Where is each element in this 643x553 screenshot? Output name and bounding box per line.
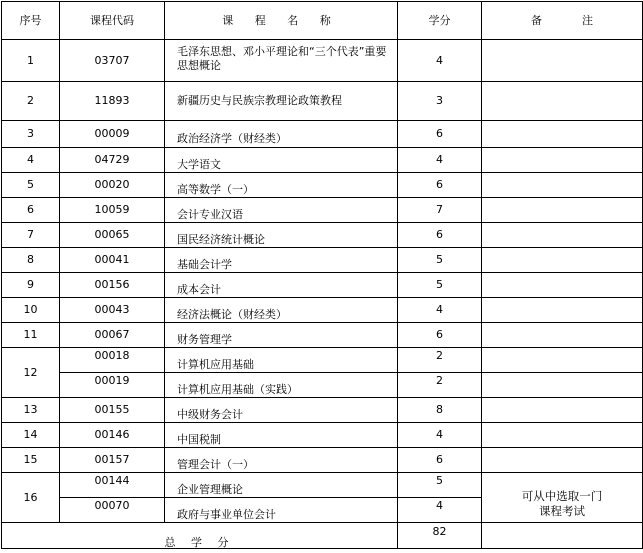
- row-code: 00020: [60, 173, 165, 198]
- header-row: [2, 2, 643, 40]
- row-no: 2: [2, 82, 60, 121]
- row-name-text: 政治经济学（财经类）: [177, 132, 287, 145]
- row-name: [165, 223, 398, 248]
- row-credit: 4: [398, 298, 482, 323]
- row-credit-text: 2: [436, 349, 443, 362]
- row-name: [165, 423, 398, 448]
- table-row: [2, 148, 643, 173]
- table-row: [2, 273, 643, 298]
- row-credit: 5: [398, 273, 482, 298]
- header-code: 课程代码: [60, 2, 165, 40]
- row-remark: [482, 348, 643, 373]
- row-no: 4: [2, 148, 60, 173]
- row-no: 15: [2, 448, 60, 473]
- row-name-text: 大学语文: [177, 158, 221, 171]
- row-no: 9: [2, 273, 60, 298]
- row-credit-text: 4: [436, 499, 443, 512]
- row-name-text: 成本会计: [177, 283, 221, 296]
- row-no: 5: [2, 173, 60, 198]
- row-remark: [482, 148, 643, 173]
- header-name: 课 程 名 称: [165, 2, 398, 40]
- row-code: [60, 348, 165, 373]
- row-code: 03707: [60, 40, 165, 82]
- table-row: [2, 248, 643, 273]
- row-name: [165, 448, 398, 473]
- total-remark: [482, 523, 643, 549]
- row-name-text: 计算机应用基础（实践）: [177, 383, 298, 396]
- row-name-text: 国民经济统计概论: [177, 233, 265, 246]
- row-name: [165, 198, 398, 223]
- row-no: 14: [2, 423, 60, 448]
- row-remark: [482, 448, 643, 473]
- row-name-text: 会计专业汉语: [177, 208, 243, 221]
- row-name: 新疆历史与民族宗教理论政策教程: [165, 82, 398, 121]
- total-credit: [398, 523, 482, 549]
- row-name-text: 中国税制: [177, 433, 221, 446]
- row-code: 00155: [60, 398, 165, 423]
- header-remark-b: 注: [582, 13, 593, 27]
- row-credit: [398, 498, 482, 523]
- row-credit: 4: [398, 423, 482, 448]
- row-credit-text: 2: [436, 374, 443, 387]
- row-remark: [482, 273, 643, 298]
- row-name: [165, 323, 398, 348]
- row-credit: 6: [398, 223, 482, 248]
- row-code-text: 00018: [94, 349, 130, 362]
- row-name: [165, 148, 398, 173]
- table-row: [2, 398, 643, 423]
- row-no: 12: [2, 348, 60, 398]
- row-credit: 3: [398, 82, 482, 121]
- table-row: [2, 121, 643, 148]
- total-credit-text: 82: [432, 524, 447, 538]
- elective-note: 可从中选取一门课程考试: [521, 488, 603, 518]
- table-row: [2, 40, 643, 82]
- row-name: [165, 40, 398, 82]
- row-no: 8: [2, 248, 60, 273]
- row-code: 00156: [60, 273, 165, 298]
- row-credit: 6: [398, 121, 482, 148]
- row-name: [165, 248, 398, 273]
- row-remark: [482, 323, 643, 348]
- table-row: [2, 82, 643, 121]
- row-no: 16: [2, 473, 60, 523]
- row-no: 13: [2, 398, 60, 423]
- row-remark: [482, 40, 643, 82]
- row-remark: [482, 82, 643, 121]
- row-name: [165, 473, 398, 498]
- row-code: 00041: [60, 248, 165, 273]
- row-name-text: 经济法概论（财经类）: [177, 308, 287, 321]
- row-no: 6: [2, 198, 60, 223]
- row-remark: [482, 398, 643, 423]
- row-remark: [482, 248, 643, 273]
- row-credit: 4: [398, 148, 482, 173]
- row-credit: 6: [398, 448, 482, 473]
- row-name-text: 企业管理概论: [177, 483, 243, 496]
- row-code-text: 00019: [94, 374, 130, 387]
- total-label-text: 总 学 分: [164, 535, 235, 549]
- table-row: [2, 448, 643, 473]
- row-remark: [482, 373, 643, 398]
- row-remark: [482, 198, 643, 223]
- table-row: [2, 323, 643, 348]
- row-name-text: 计算机应用基础: [177, 358, 254, 371]
- header-no: 序号: [2, 2, 60, 40]
- row-code: 11893: [60, 82, 165, 121]
- header-credit: 学分: [398, 2, 482, 40]
- table-row: [2, 348, 643, 373]
- row-code: 00146: [60, 423, 165, 448]
- row-code: [60, 473, 165, 498]
- row-credit: 4: [398, 40, 482, 82]
- row-name-text: 中级财务会计: [177, 408, 243, 421]
- row-remark: [482, 121, 643, 148]
- row-no: 1: [2, 40, 60, 82]
- row-code: [60, 373, 165, 398]
- row-credit: 6: [398, 323, 482, 348]
- row-code: 00067: [60, 323, 165, 348]
- row-no: 11: [2, 323, 60, 348]
- row-code-text: 00144: [94, 474, 130, 487]
- row-name-text: 政府与事业单位会计: [177, 508, 276, 521]
- row-credit: [398, 348, 482, 373]
- row-code: 10059: [60, 198, 165, 223]
- total-label: [2, 523, 398, 549]
- table-row: [2, 198, 643, 223]
- row-code: 00009: [60, 121, 165, 148]
- row-name: [165, 498, 398, 523]
- table-row: [2, 298, 643, 323]
- row-name-text: 管理会计（一）: [177, 458, 254, 471]
- row-no: 10: [2, 298, 60, 323]
- row-credit: 5: [398, 248, 482, 273]
- row-credit: 6: [398, 173, 482, 198]
- row-name-text: 财务管理学: [177, 333, 232, 346]
- header-remark: [482, 2, 643, 40]
- table-row: [2, 423, 643, 448]
- row-name: [165, 348, 398, 373]
- total-row: [2, 523, 643, 549]
- row-name: [165, 398, 398, 423]
- row-code: 00043: [60, 298, 165, 323]
- row-credit: 7: [398, 198, 482, 223]
- table-row: [2, 223, 643, 248]
- row-no: 7: [2, 223, 60, 248]
- row-remark: [482, 173, 643, 198]
- row-name: [165, 373, 398, 398]
- row-name: [165, 173, 398, 198]
- row-no: 3: [2, 121, 60, 148]
- table-row: [2, 473, 643, 498]
- row-name: [165, 298, 398, 323]
- row-credit: 8: [398, 398, 482, 423]
- table-row: [2, 373, 643, 398]
- row-name: [165, 121, 398, 148]
- table-row: [2, 173, 643, 198]
- row-name: [165, 273, 398, 298]
- row-credit: [398, 373, 482, 398]
- row-code: [60, 498, 165, 523]
- row-name-text: 基础会计学: [177, 258, 232, 271]
- row-remark: [482, 423, 643, 448]
- row-credit: [398, 473, 482, 498]
- row-remark-elective: [482, 473, 643, 523]
- row-name-text: 毛泽东思想、邓小平理论和“三个代表”重要思想概论: [177, 44, 387, 72]
- row-remark: [482, 298, 643, 323]
- row-name-text: 高等数学（一）: [177, 183, 254, 196]
- row-code-text: 00070: [94, 499, 130, 512]
- row-code: 04729: [60, 148, 165, 173]
- row-remark: [482, 223, 643, 248]
- row-credit-text: 5: [436, 474, 443, 487]
- row-code: 00157: [60, 448, 165, 473]
- header-remark-a: 备: [531, 13, 542, 27]
- course-table: [1, 1, 643, 549]
- row-code: 00065: [60, 223, 165, 248]
